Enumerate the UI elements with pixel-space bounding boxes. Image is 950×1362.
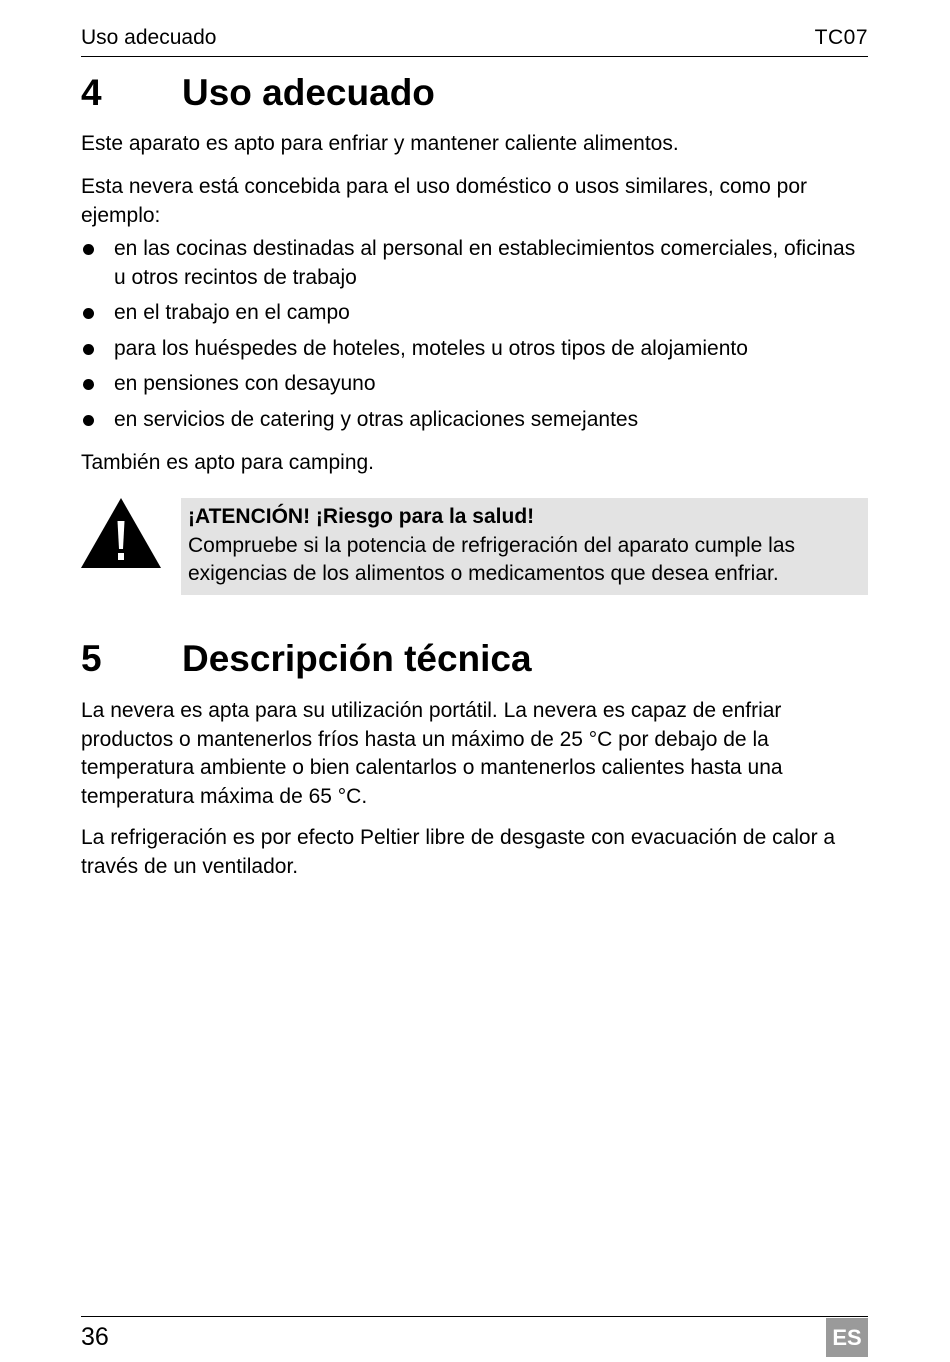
page-header	[81, 24, 868, 57]
list-item-text: en servicios de catering y otras aplicaciones semejantes	[114, 407, 639, 431]
section-4-title: Uso adecuado	[182, 72, 435, 113]
list-item-text: en pensiones con desayuno	[114, 372, 376, 395]
section-4-paragraph-3: También es apto para camping.	[81, 451, 375, 474]
list-item	[81, 335, 871, 364]
section-5-title: Descripción técnica	[182, 638, 532, 679]
warning-title: ¡ATENCIÓN! ¡Riesgo para la salud!	[188, 505, 535, 528]
section-5-paragraph-2: La refrigeración es por efecto Peltier libre de desgaste con evacuación de calor a través de un ventilador.	[81, 826, 836, 878]
list-item-text: en las cocinas destinadas al personal en establecimientos comerciales, oficinas u otros recintos de trabajo	[114, 237, 856, 289]
bullet-icon	[83, 415, 94, 426]
header-model-code: TC07	[814, 26, 868, 49]
list-item	[81, 370, 871, 399]
bullet-icon	[83, 308, 94, 319]
list-item	[81, 406, 871, 435]
section-4-paragraph-2: Esta nevera está concebida para el uso doméstico o usos similares, como por ejemplo:	[81, 175, 808, 227]
section-4-number: 4	[81, 72, 102, 113]
section-4-paragraph-1: Este aparato es apto para enfriar y mantener caliente alimentos.	[81, 132, 679, 155]
list-item	[81, 235, 871, 292]
warning-triangle-icon	[80, 497, 162, 569]
bullet-icon	[83, 344, 94, 355]
warning-box	[181, 498, 868, 595]
page-number: 36	[81, 1323, 109, 1351]
bullet-icon	[83, 379, 94, 390]
warning-text: Compruebe si la potencia de refrigeración del aparato cumple las exigencias de los alimentos o medicamentos que desea enfriar.	[188, 533, 796, 585]
footer-divider	[81, 1316, 868, 1317]
list-item-text: para los huéspedes de hoteles, moteles u otros tipos de alojamiento	[114, 336, 748, 360]
header-section-title: Uso adecuado	[81, 26, 217, 49]
section-5-number: 5	[81, 638, 102, 679]
bullet-icon	[83, 244, 94, 255]
list-item	[81, 299, 871, 328]
language-badge: ES	[826, 1318, 868, 1357]
list-item-text: en el trabajo en el campo	[114, 301, 350, 324]
usage-list	[81, 235, 871, 441]
section-5-paragraph-1: La nevera es apta para su utilización portátil. La nevera es capaz de enfriar productos o mantenerlos fríos hasta un máximo de 25 °C por debajo de la temperatura ambiente o bien calentarlos o mantenerlos calientes hasta una temperatura máxima de 65 °C.	[81, 699, 783, 808]
